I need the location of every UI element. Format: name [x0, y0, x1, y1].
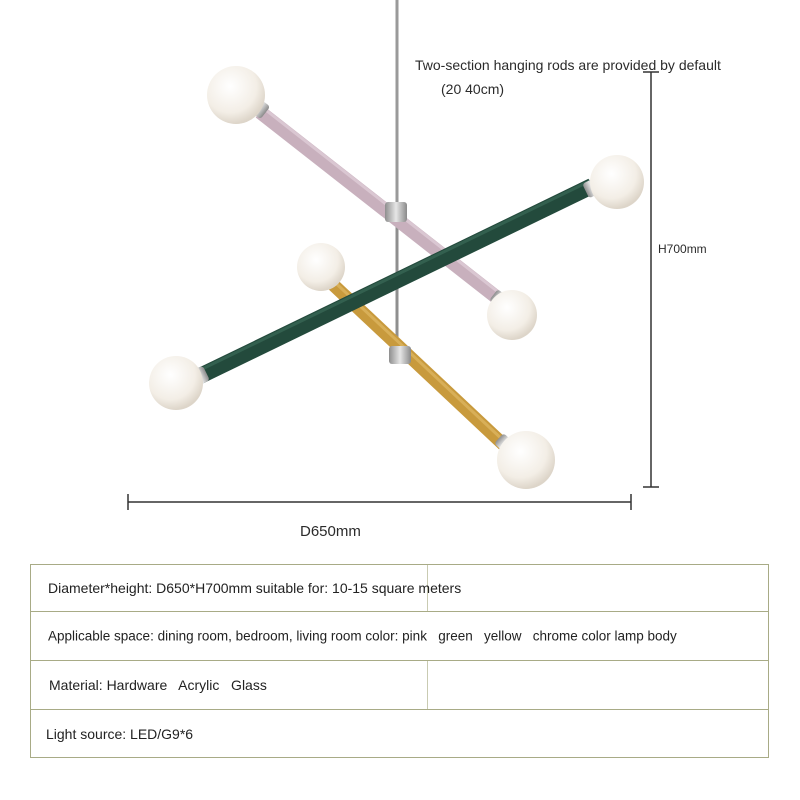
lower-joint	[389, 346, 411, 364]
spec-material-text: Material: Hardware Acrylic Glass	[49, 677, 267, 693]
bulb-top-left	[207, 66, 265, 124]
height-dimension-line	[643, 72, 659, 487]
spec-row-light-source	[31, 710, 768, 757]
bulb-bottom-left	[149, 356, 203, 410]
diameter-dimension-line	[128, 494, 631, 510]
spec-table	[30, 564, 769, 758]
spec-row-material	[31, 661, 768, 710]
height-label: H700mm	[658, 242, 707, 256]
diameter-label: D650mm	[300, 523, 361, 540]
bulb-middle-right	[487, 290, 537, 340]
spec-space-color-text: Applicable space: dining room, bedroom, living room color: pink green yellow chrome color lamp body	[48, 628, 677, 644]
spec-row-space-color	[31, 612, 768, 661]
bulb-middle-left	[297, 243, 345, 291]
hanging-rod-note: Two-section hanging rods are provided by default	[415, 57, 721, 73]
upper-joint	[385, 202, 407, 222]
column-divider	[427, 661, 428, 709]
spec-size-text: Diameter*height: D650*H700mm suitable for: 10-15 square meters	[48, 580, 462, 596]
spec-row-size	[31, 565, 768, 612]
bulb-bottom-right	[497, 431, 555, 489]
hanging-rod-lengths: (20 40cm)	[441, 81, 505, 97]
spec-light-source-text: Light source: LED/G9*6	[46, 725, 194, 742]
pink-rod	[260, 112, 500, 300]
bulb-top-right	[590, 155, 644, 209]
